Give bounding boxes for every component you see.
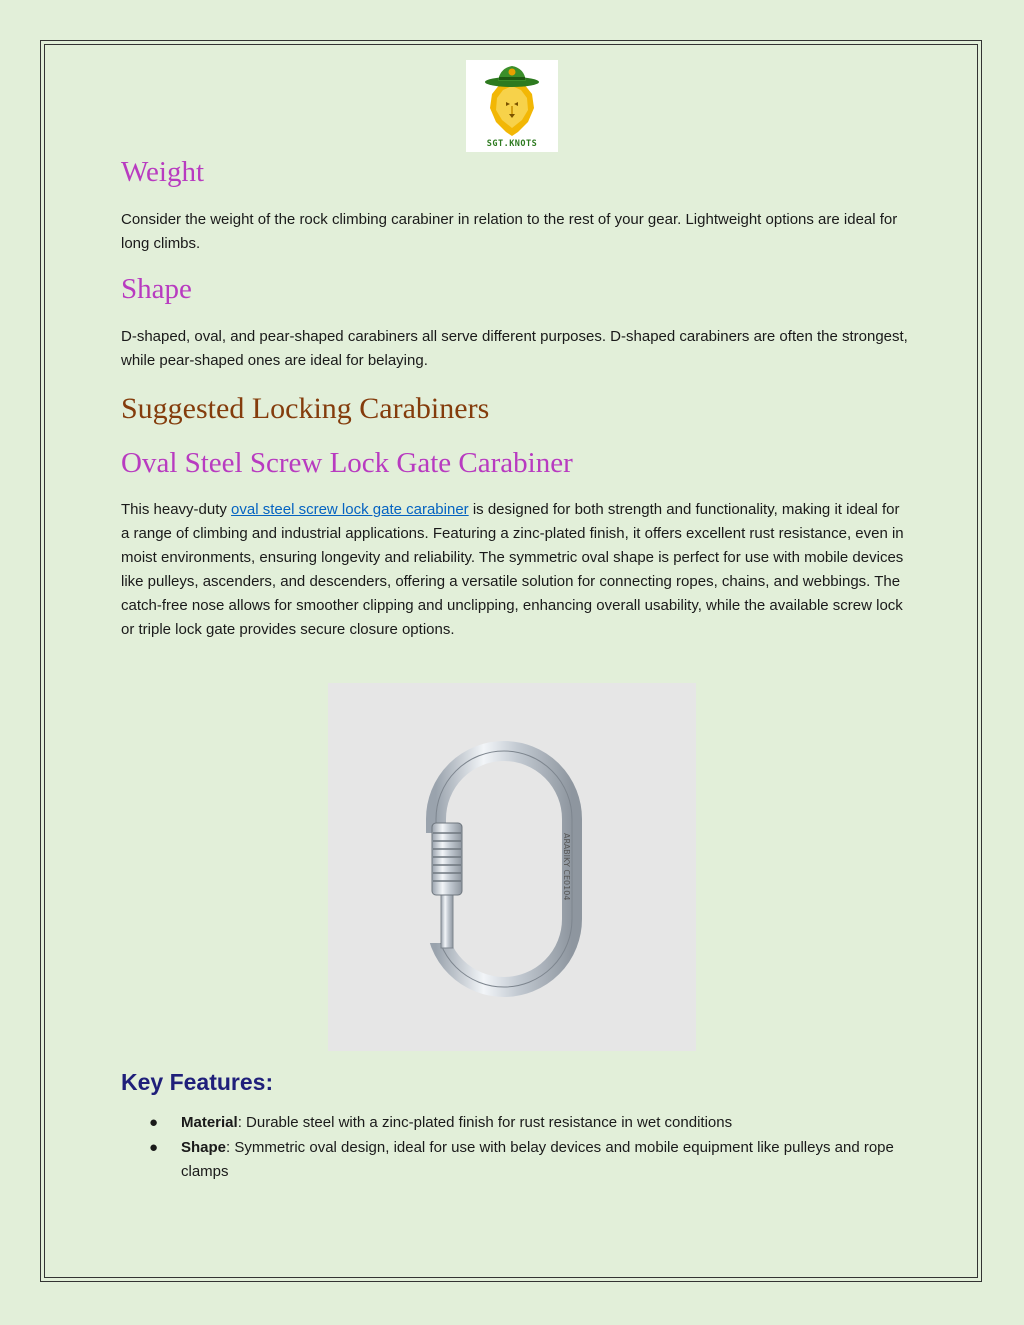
features-heading: Key Features: [121,1069,274,1095]
list-item [121,1136,911,1184]
bullet-icon: ● [149,1114,159,1131]
list-item [121,1111,911,1135]
weight-heading: Weight [121,156,205,188]
shape-heading: Shape [121,273,192,305]
product-text-rest: is designed for both strength and functionality, making it ideal for a range of climbing and industrial applications. Featuring a zinc-plated finish, it offers excellent rust resistance, even in moist environments, ensuring longevity and reliability. The symmetric oval shape is perfect for use with mobile devices like pulleys, ascenders, and descenders, offering a versatile solution for connecting ropes, chains, and webbings. The catch-free nose allows for smoother clipping and unclipping, enhancing overall usability, while the available screw lock or triple lock gate provides secure closure options. [121,501,904,638]
feature-term: Material [181,1114,238,1131]
suggested-heading: Suggested Locking Carabiners [121,392,490,425]
feature-text: : Symmetric oval design, ideal for use with belay devices and mobile equipment like pulleys and rope clamps [181,1139,894,1180]
bullet-icon: ● [149,1139,159,1156]
product-text-start: This heavy-duty [121,501,232,518]
document-content [121,150,911,642]
logo-text: SGT.KNOTS [486,139,538,149]
carabiner-icon [328,683,696,1051]
brand-logo [466,60,558,152]
product-paragraph [121,498,911,642]
feature-text: : Durable steel with a zinc-plated finish for rust resistance in wet conditions [237,1114,733,1131]
weight-paragraph: Consider the weight of the rock climbing carabiner in relation to the rest of your gear. Lightweight options are ideal for long climbs. [121,211,898,252]
features-section [121,1067,911,1184]
shape-paragraph: D-shaped, oval, and pear-shaped carabiners all serve different purposes. D-shaped carabiners are often the strongest, while pear-shaped ones are ideal for belaying. [121,328,908,369]
features-list [121,1111,911,1184]
product-heading: Oval Steel Screw Lock Gate Carabiner [121,447,573,479]
carabiner-image [328,683,696,1051]
product-link[interactable]: oval steel screw lock gate carabiner [231,501,469,518]
feature-term: Shape [181,1139,227,1156]
carabiner-engraving: ARABIKY CE0104 [562,833,571,901]
